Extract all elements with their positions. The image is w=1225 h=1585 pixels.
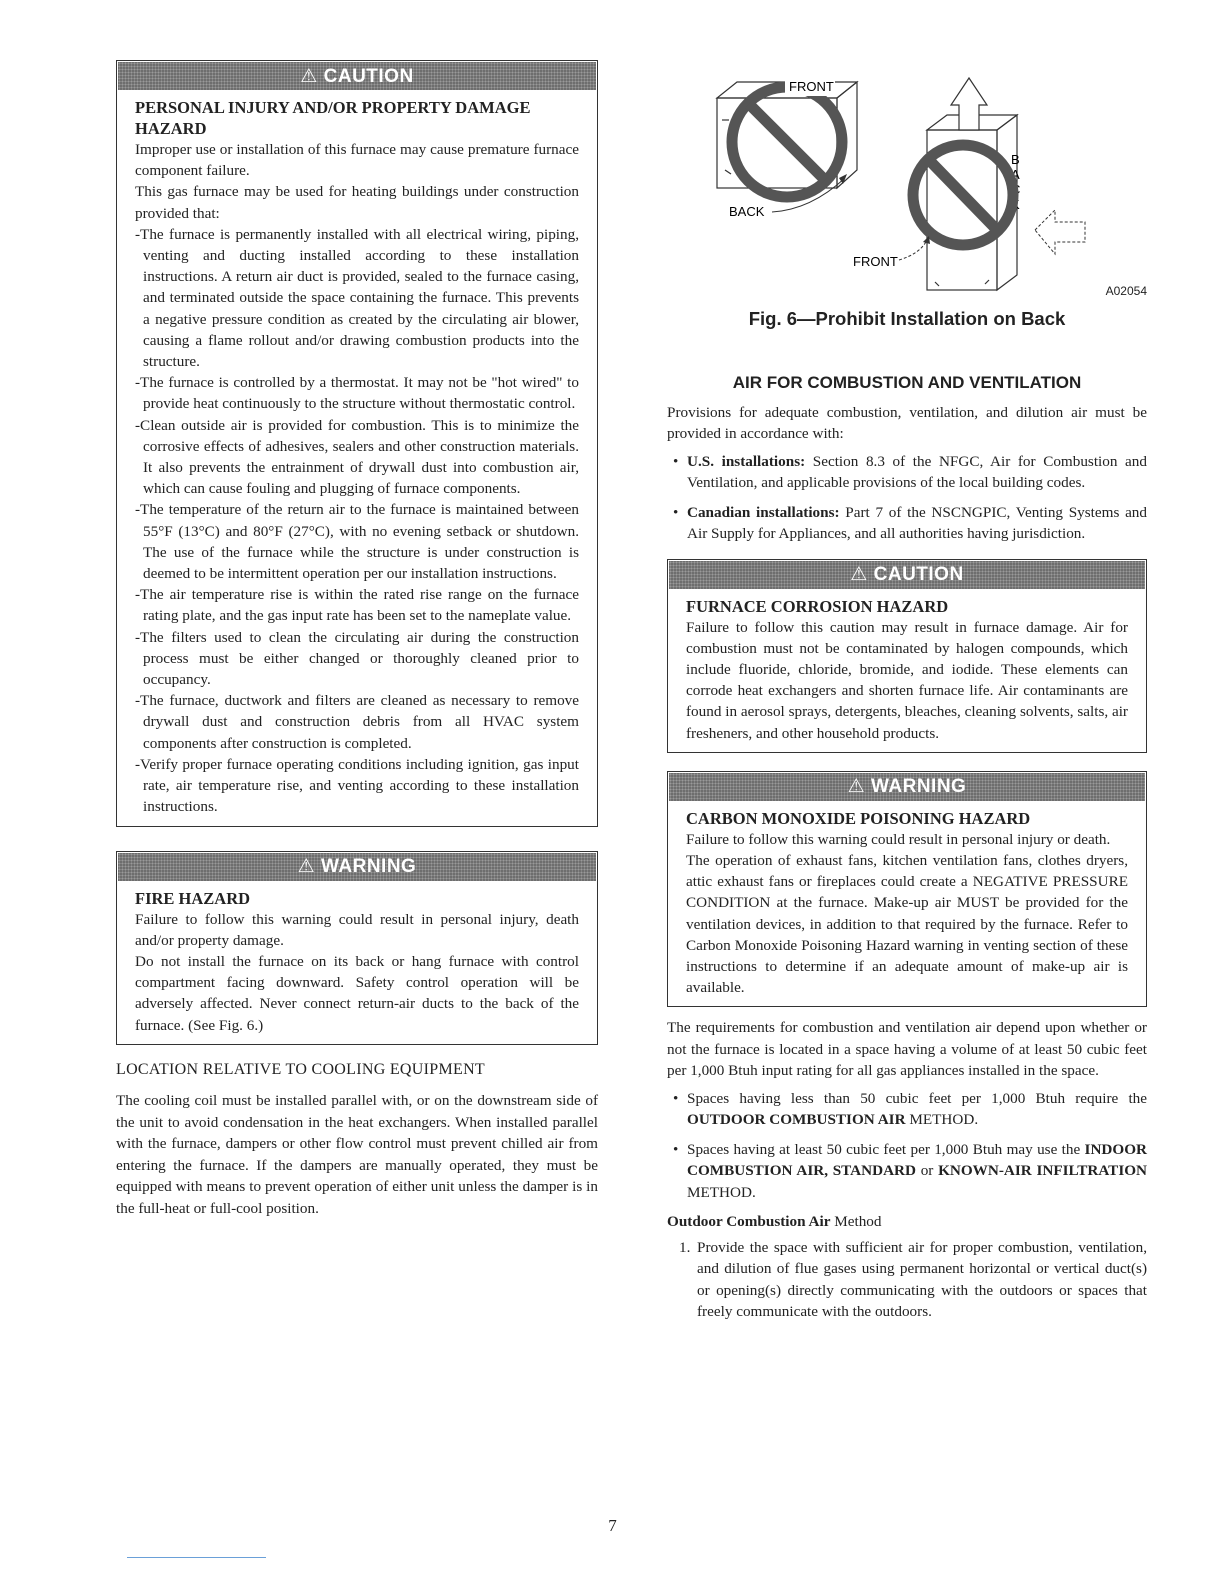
condition-item: -The air temperature rise is within the rated rise range on the furnace rating plate, and the gas input rate has been set to the nameplate value. [135,586,579,625]
condition-item: -The furnace, ductwork and filters are cleaned as necessary to remove drywall dust and construction debris from all HVAC system components after construction is completed. [135,692,579,752]
caution-box-corrosion [667,559,1147,753]
condition-item: -Verify proper furnace operating conditions including ignition, gas input rate, air temperature rise, and venting according to these installation instructions. [135,755,579,816]
condition-item: -The filters used to clean the circulating air during the construction process must be either changed or thoroughly cleaned prior to occupancy. [135,628,579,689]
list-item: 1. Provide the space with sufficient air for proper combustion, ventilation, and dilution of flue gases using permanent horizontal or vertical duct(s) or opening(s) directly communicating with the outdoors or spaces that freely communicate with the outdoors. [679,1238,1147,1321]
list-item: • Spaces having less than 50 cubic feet per 1,000 Btuh require the OUTDOOR COMBUSTION AIR METHOD. [667,1088,1147,1131]
warning-header [669,773,1145,801]
label-back-vertical-a: A [1011,167,1020,182]
steps-list [667,1237,1147,1323]
list-item: • U.S. installations: Section 8.3 of the NFGC, Air for Combustion and Ventilation, and applicable provisions of the local building codes. [667,451,1147,494]
list-item: • Canadian installations: Part 7 of the NSCNGPIC, Venting Systems and Air Supply for Appliances, and all authorities having jurisdiction. [667,502,1147,545]
condition-item: -Clean outside air is provided for combustion. This is to minimize the corrosive effects of adhesives, sealers and other construction materials. It also prevents the entrainment of drywall dust into combustion air, which can cause fouling and plugging of furnace components. [135,416,579,498]
paragraph: Failure to follow this warning could result in personal injury, death and/or property damage. [135,910,579,949]
warning-header [118,853,596,881]
paragraph: Failure to follow this warning could result in personal injury or death. [686,830,1111,848]
label-back: BACK [729,204,765,219]
caution-header [118,62,596,90]
label-back-vertical-c: C [1011,182,1021,197]
figure-6 [667,60,1147,300]
hazard-title: PERSONAL INJURY AND/OR PROPERTY DAMAGE HAZARD [135,98,531,138]
condition-item: -The temperature of the return air to the furnace is maintained between 55°F (13°C) and 80°F (27°C), with no evening setback or shutdown. The use of the furnace while the structure is under construction is deemed to be intermittent operation per our installation instructions. [135,501,579,583]
warning-triangle-icon: ⚠ [297,856,316,877]
warning-box-fire-hazard [116,851,598,1045]
caution-triangle-icon: ⚠ [300,65,318,87]
caution-label: CAUTION [323,65,414,87]
paragraph: Provisions for adequate combustion, ventilation, and dilution air must be provided in accordance with: [667,403,1147,442]
label-back-vertical-k: K [1011,197,1020,212]
warning-label: WARNING [871,776,967,798]
hazard-title: FURNACE CORROSION HAZARD [686,596,949,616]
caution-header [669,561,1145,589]
prohibit-install-illustration [667,60,1147,300]
paragraph: The cooling coil must be installed parallel with, or on the downstream side of the unit to avoid condensation in the heat exchangers. When installed parallel with the furnace, dampers or other flow control must prevent chilled air from entering the furnace. If the dampers are manually operated, they must be equipped with means to prevent operation of either unit unless the damper is in the full-heat or full-cool position. [116,1092,598,1217]
caution-label: CAUTION [873,564,964,585]
footer-link-underline [127,1557,266,1558]
paragraph: The operation of exhaust fans, kitchen ventilation fans, clothes dryers, attic exhaust fans or fireplaces could create a NEGATIVE PRESSURE CONDITION at the furnace. Make-up air MUST be provided for the ventilation devices, in addition to that required by the furnace. Refer to Carbon Monoxide Poisoning Hazard warning in venting section of these instructions to determine if an adequate amount of make-up air is available. [686,851,1128,997]
hazard-title: FIRE HAZARD [135,888,251,908]
installation-list [667,451,1147,545]
figure-code: A02054 [1105,284,1147,298]
warning-triangle-icon: ⚠ [847,776,866,798]
section-heading-air: AIR FOR COMBUSTION AND VENTILATION [732,373,1082,392]
subheading-outdoor: Outdoor Combustion Air Method [667,1213,882,1231]
page-number: 7 [608,1516,617,1535]
requirement-list [667,1088,1147,1204]
paragraph: Improper use or installation of this furnace may cause premature furnace component failure. [135,141,579,180]
hazard-title: CARBON MONOXIDE POISONING HAZARD [686,808,1031,828]
paragraph: Failure to follow this caution may result in furnace damage. Air for combustion must not be contaminated by halogen compounds, which include fluoride, chloride, bromide, and iodide. These elements can corrode heat exchangers and shorten furnace life. Air contaminants are found in aerosol sprays, detergents, bleaches, cleaning solvents, salts, air fresheners, and other household products. [686,618,1128,742]
paragraph: Do not install the furnace on its back or hang furnace with control compartment facing downward. Safety control operation will be adversely affected. Never connect return-air ducts to the back of the furnace. (See Fig. 6.) [135,952,579,1034]
section-heading-location: LOCATION RELATIVE TO COOLING EQUIPMENT [116,1060,486,1078]
warning-box-carbon-monoxide [667,771,1147,1008]
left-column [116,60,598,1219]
caution-box-property-damage [116,60,598,827]
caution-triangle-icon: ⚠ [850,564,868,585]
figure-caption: Fig. 6—Prohibit Installation on Back [748,308,1066,329]
condition-item: -The furnace is permanently installed with all electrical wiring, piping, venting and ducting installed according to these installation instructions. A return air duct is provided, sealed to the furnace casing, and terminated outside the space containing the furnace. This prevents a negative pressure condition as created by the circulating air blower, causing a flame rollout and/or drawing combustion products into the structure. [135,225,579,371]
label-front-top: FRONT [789,79,834,94]
warning-label: WARNING [321,856,417,877]
condition-item: -The furnace is controlled by a thermostat. It may not be "hot wired" to provide heat continuously to the structure without thermostatic control. [135,374,579,413]
label-front-bottom: FRONT [853,254,898,269]
list-item: • Spaces having at least 50 cubic feet per 1,000 Btuh may use the INDOOR COMBUSTION AIR, STANDARD or KNOWN-AIR INFILTRATION METHOD. [667,1139,1147,1204]
paragraph: The requirements for combustion and ventilation air depend upon whether or not the furnace is located in a space having a volume of at least 50 cubic feet per 1,000 Btuh input rating for all gas appliances installed in the space. [667,1019,1147,1080]
label-back-vertical-b: B [1011,152,1020,167]
right-column [667,60,1147,1323]
paragraph: This gas furnace may be used for heating buildings under construction provided that: [135,183,579,222]
